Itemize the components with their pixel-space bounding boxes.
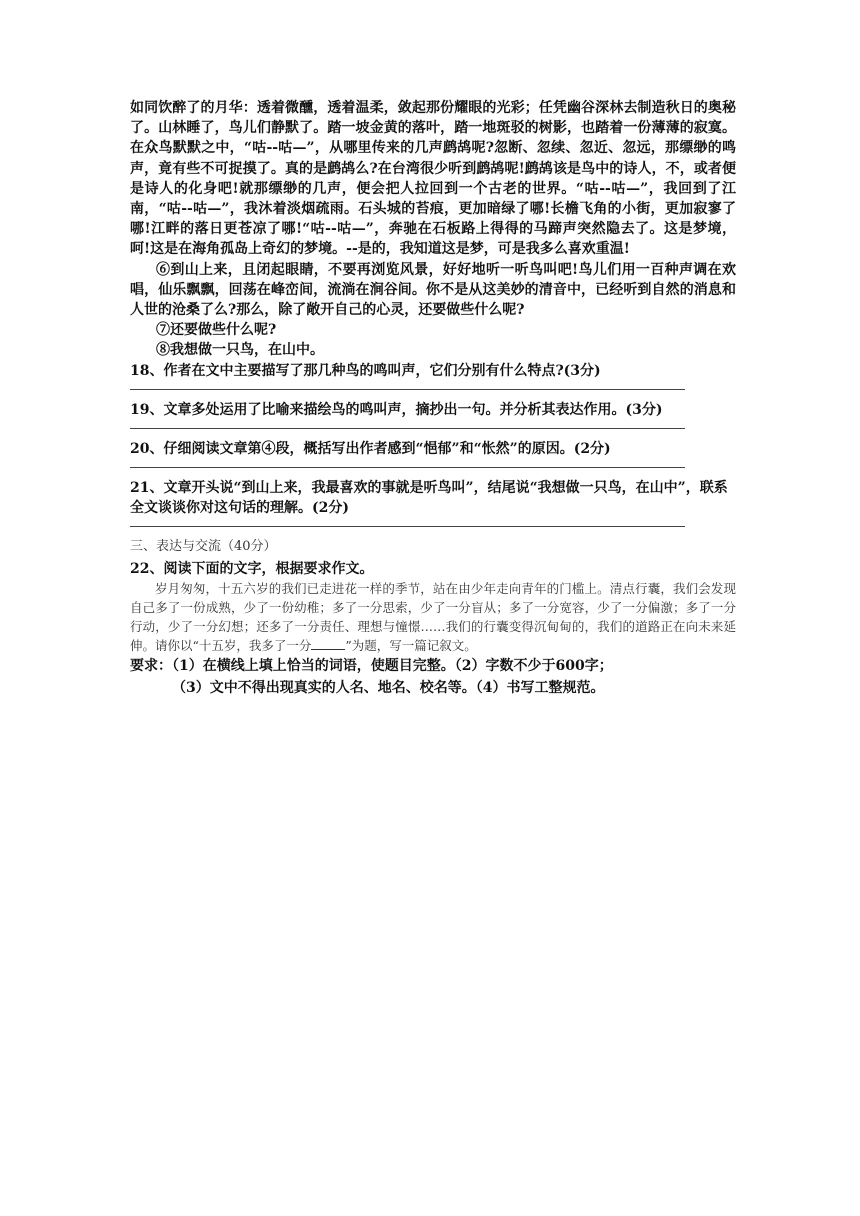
- passage-paragraph-continued: 如同饮醉了的月华：透着微醺，透着温柔，敛起那份耀眼的光彩；任凭幽谷深林去制造秋日的奥秘了。山林睡了，鸟儿们静默了。踏一坡金黄的落叶，踏一地斑驳的树影，也踏着一份薄薄的寂寞。在众鸟默默之中，“咕--咕—”，从哪里传来的几声鹧鸪呢?忽断、忽续、忽近、忽远，那缥缈的鸣声，竟有些不可捉摸了。真的是鹧鸪么?在台湾很少听到鹧鸪呢!鹧鸪该是鸟中的诗人，不，或者便是诗人的化身吧!就那缥缈的几声，便会把人拉回到一个古老的世界。“咕--咕—”，我回到了江南，“咕--咕—”，我沐着淡烟疏雨。石头城的苔痕，更加暗绿了哪!长檐飞角的小街，更加寂寥了哪!江畔的落日更苍凉了哪!“咕--咕—”，奔驰在石板路上得得的马蹄声突然隐去了。这是梦境，呵!这是在海角孤岛上奇幻的梦境。--是的，我知道这是梦，可是我多么喜欢重温!: [130, 100, 736, 258]
- exam-page: [130, 98, 736, 699]
- answer-line-20[interactable]: [130, 467, 685, 468]
- essay-prompt-tail: ”为题，写一篇记叙文。: [345, 637, 477, 653]
- requirements-line-1: 要求：（1）在横线上填上恰当的词语，使题目完整。（2）字数不少于600字；: [130, 657, 613, 674]
- answer-line-18[interactable]: [130, 389, 685, 390]
- passage-paragraph-6: ⑥到山上来，且闭起眼睛，不要再浏览风景，好好地听一听鸟叫吧!鸟儿们用一百种声调在欢唱，仙乐飘飘，回荡在峰峦间，流淌在涧谷间。你不是从这美妙的清音中，已经听到自然的消息和人世的沧桑了么?那么，除了敞开自己的心灵，还要做些什么呢?: [130, 261, 736, 319]
- passage-paragraph-8: ⑧我想做一只鸟，在山中。: [156, 342, 324, 359]
- requirements-line-2: （3）文中不得出现真实的人名、地名、校名等。（4）书写工整规范。: [172, 679, 605, 696]
- question-22: 22、阅读下面的文字，根据要求作文。: [130, 560, 374, 577]
- title-blank[interactable]: [311, 637, 345, 650]
- answer-line-19[interactable]: [130, 428, 685, 429]
- question-21: 21、文章开头说“到山上来，我最喜欢的事就是听鸟叫”，结尾说“我想做一只鸟，在山中”，联系全文谈谈你对这句话的理解。(2分): [130, 479, 728, 516]
- passage-paragraph-7: ⑦还要做些什么呢?: [156, 322, 277, 339]
- essay-prompt: [130, 579, 736, 655]
- answer-line-21[interactable]: [130, 526, 685, 527]
- question-19: 19、文章多处运用了比喻来描绘鸟的鸣叫声，摘抄出一句。并分析其表达作用。(3分): [130, 401, 663, 418]
- essay-prompt-text: 岁月匆匆，十五六岁的我们已走进花一样的季节，站在由少年走向青年的门槛上。清点行囊，我们会发现自己多了一份成熟，少了一份幼稚；多了一分思索，少了一分盲从；多了一分宽容，少了一分偏激；多了一分行动，少了一分幻想；还多了一分责任、理想与憧憬……我们的行囊变得沉甸甸的，我们的道路正在向未来延伸。请你以“十五岁，我多了一分: [130, 580, 736, 653]
- section-3-heading: 三、表达与交流（40分）: [130, 538, 277, 554]
- question-20: 20、仔细阅读文章第④段，概括写出作者感到“悒郁”和“怅然”的原因。(2分): [130, 440, 611, 457]
- question-18: 18、作者在文中主要描写了那几种鸟的鸣叫声，它们分别有什么特点?(3分): [130, 362, 601, 379]
